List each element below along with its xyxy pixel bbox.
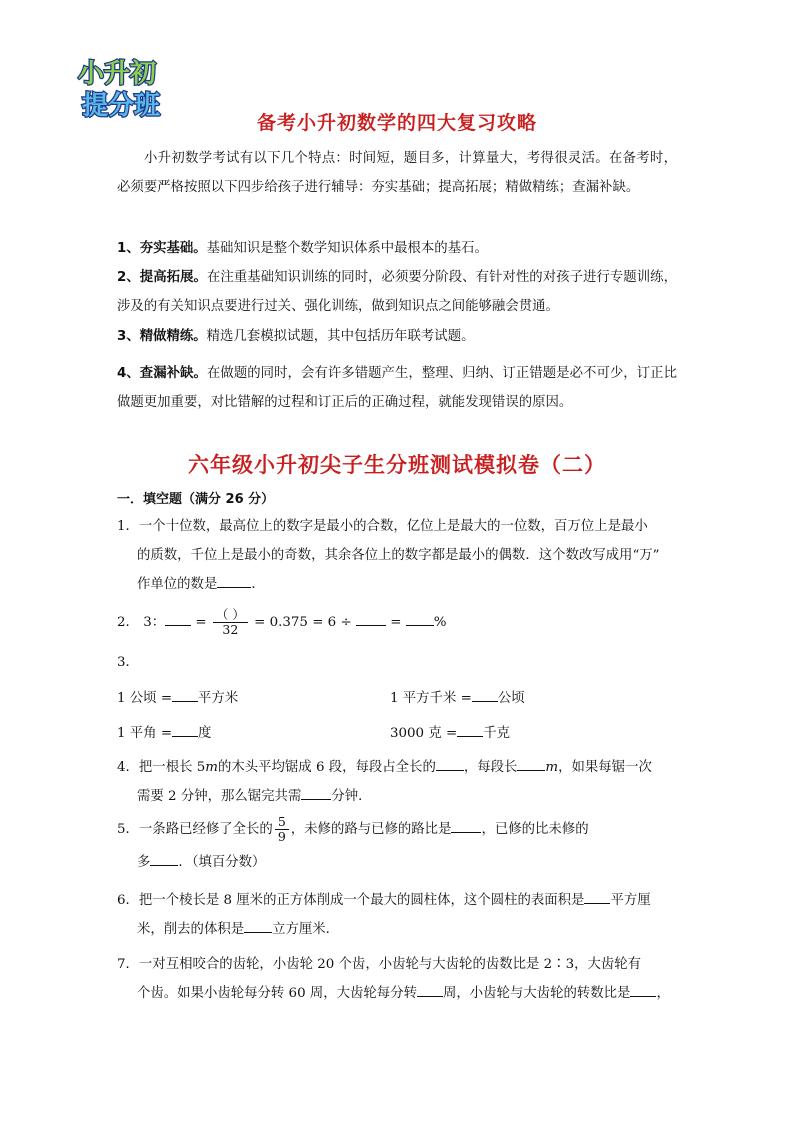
q7-text: 周，小齿轮与大齿轮的转数比是 [442,986,631,1001]
q3-item-1 [117,687,238,706]
answer-blank[interactable] [217,573,251,588]
point-3 [117,322,677,351]
q7-text: 个齿。如果小齿轮每分转 60 周，大齿轮每分转 [137,986,417,1001]
answer-blank[interactable] [451,818,481,833]
answer-blank[interactable] [457,722,483,737]
answer-blank[interactable] [630,982,656,997]
answer-blank[interactable] [436,756,464,771]
q5-text: ，未修的路与已修的路比是 [290,822,452,837]
q4-text: 分钟． [331,789,372,804]
question-6 [117,886,677,944]
q7-line-b [117,979,677,1008]
q5-text: ．（填百分数） [178,855,266,870]
point-text: 在做题的同时，会有许多错题产生，整理、归纳、订正错题是必不可少，订正比做题更加重要，对比错解的过程和订正后的正确过程，就能发现错误的原因。 [117,366,677,410]
point-head: 4、查漏补缺。 [117,366,207,381]
q3-item-2 [390,687,525,706]
q6-line-b [117,915,677,944]
q6-line-a [117,886,677,915]
answer-blank[interactable] [472,687,498,702]
fraction-denominator: 9 [277,829,286,844]
question-2 [117,608,677,637]
point-head: 2、提高拓展。 [117,270,207,285]
answer-blank[interactable] [165,611,191,626]
q3-text: 1 平方千米 = [390,691,472,706]
q4-line-a [117,753,677,782]
q1-line-a: 1．一个十位数，最高位上的数字是最小的合数，亿位上是最大的一位数，百万位上是最小 [117,519,648,534]
answer-blank[interactable] [172,722,198,737]
answer-blank[interactable] [356,611,386,626]
fraction-denominator: 32 [222,622,239,637]
q1-end: ． [251,577,265,592]
logo-line2: 提分班 [82,91,161,121]
point-text: 基础知识是整个数学知识体系中最根本的基石。 [206,241,488,256]
q3-text: 3000 克 = [390,726,458,741]
q2-text: 3： [143,615,166,630]
q4-text: ，如果每锯一次 [558,760,652,775]
fraction-numerator[interactable]: （ ） [213,608,248,623]
question-7 [117,950,677,1008]
question-4 [117,753,677,811]
q1-line-c [117,570,677,599]
point-text: 在注重基础知识训练的同时，必须要分阶段、有针对性的对孩子进行专题训练，涉及的有关知识点要进行过关、强化训练，做到知识点之间能够融会贯通。 [117,270,677,314]
q3-item-3 [117,722,211,741]
page-title: 备考小升初数学的四大复习攻略 [256,112,537,134]
q4-unit: m [545,760,559,775]
logo-line1: 小升初 [78,59,157,89]
q5-text: ，已修的比未修的 [481,822,589,837]
q4-text: 需要 2 分钟，那么锯完共需 [137,789,302,804]
q6-text: 平方厘 [610,893,651,908]
q6-text: 6．把一个棱长是 8 厘米的正方体削成一个最大的圆柱体，这个圆柱的表面积是 [117,893,585,908]
answer-blank[interactable] [517,756,545,771]
answer-blank[interactable] [301,785,331,800]
q7-line-a: 7．一对互相咬合的齿轮，小齿轮 20 个齿，小齿轮与大齿轮的齿数比是 2∶3，大齿轮有 [117,957,642,972]
q2-text: = 0.375 = 6 ÷ [254,615,352,630]
question-3-number: 3． [117,655,139,670]
q4-text: 4．把一根长 5 [117,760,206,775]
point-1 [117,234,677,263]
point-4 [117,359,677,417]
q3-text: 公顷 [497,691,525,706]
point-head: 1、夯实基础。 [117,241,207,256]
q5-line-a [117,815,677,844]
q5-fraction [275,815,289,844]
point-head: 3、精做精练。 [117,329,207,344]
answer-blank[interactable] [584,889,610,904]
answer-blank[interactable] [172,687,198,702]
point-2 [117,263,677,321]
q2-text: = [390,615,402,630]
answer-blank[interactable] [406,611,434,626]
answer-blank[interactable] [417,982,443,997]
fraction-numerator: 5 [275,815,289,830]
q1-text: 作单位的数是 [137,577,218,592]
point-text: 精选几套模拟试题，其中包括历年联考试题。 [206,329,475,344]
q6-text: 立方厘米． [272,922,340,937]
q2-text: = [195,615,207,630]
q3-text: 平方米 [198,691,239,706]
q3-text: 千克 [483,726,510,741]
q6-text: 米，削去的体积是 [137,922,245,937]
question-1 [117,512,677,599]
q3-item-4 [390,722,510,741]
section-heading: 一．填空题（满分 26 分） [117,492,275,507]
q3-text: 度 [198,726,212,741]
question-5 [117,815,677,877]
q5-text: 多 [137,855,151,870]
q2-text: % [433,615,447,630]
answer-blank[interactable] [150,851,178,866]
q5-line-b [117,848,677,877]
answer-blank[interactable] [244,918,272,933]
q4-unit: m [205,760,218,775]
q2-fraction [213,608,248,637]
q5-text: 5．一条路已经修了全长的 [117,822,273,837]
q4-text: 的木头平均锯成 6 段，每段占全长的 [217,760,436,775]
q3-text: 1 公顷 = [117,691,173,706]
q4-text: ，每段长 [463,760,518,775]
q7-text: ， [656,986,670,1001]
q2-number: 2． [117,615,139,630]
q3-text: 1 平角 = [117,726,173,741]
intro-paragraph: 小升初数学考试有以下几个特点：时间短，题目多，计算量大，考得很灵活。在备考时，必须要严格按照以下四步给孩子进行辅导：夯实基础；提高拓展；精做精练；查漏补缺。 [117,151,677,195]
exam-title: 六年级小升初尖子生分班测试模拟卷（二） [188,452,606,477]
q1-line-b: 的质数，千位上是最小的奇数，其余各位上的数字都是最小的偶数．这个数改写成用“万” [137,548,660,563]
q4-line-b [117,782,677,811]
